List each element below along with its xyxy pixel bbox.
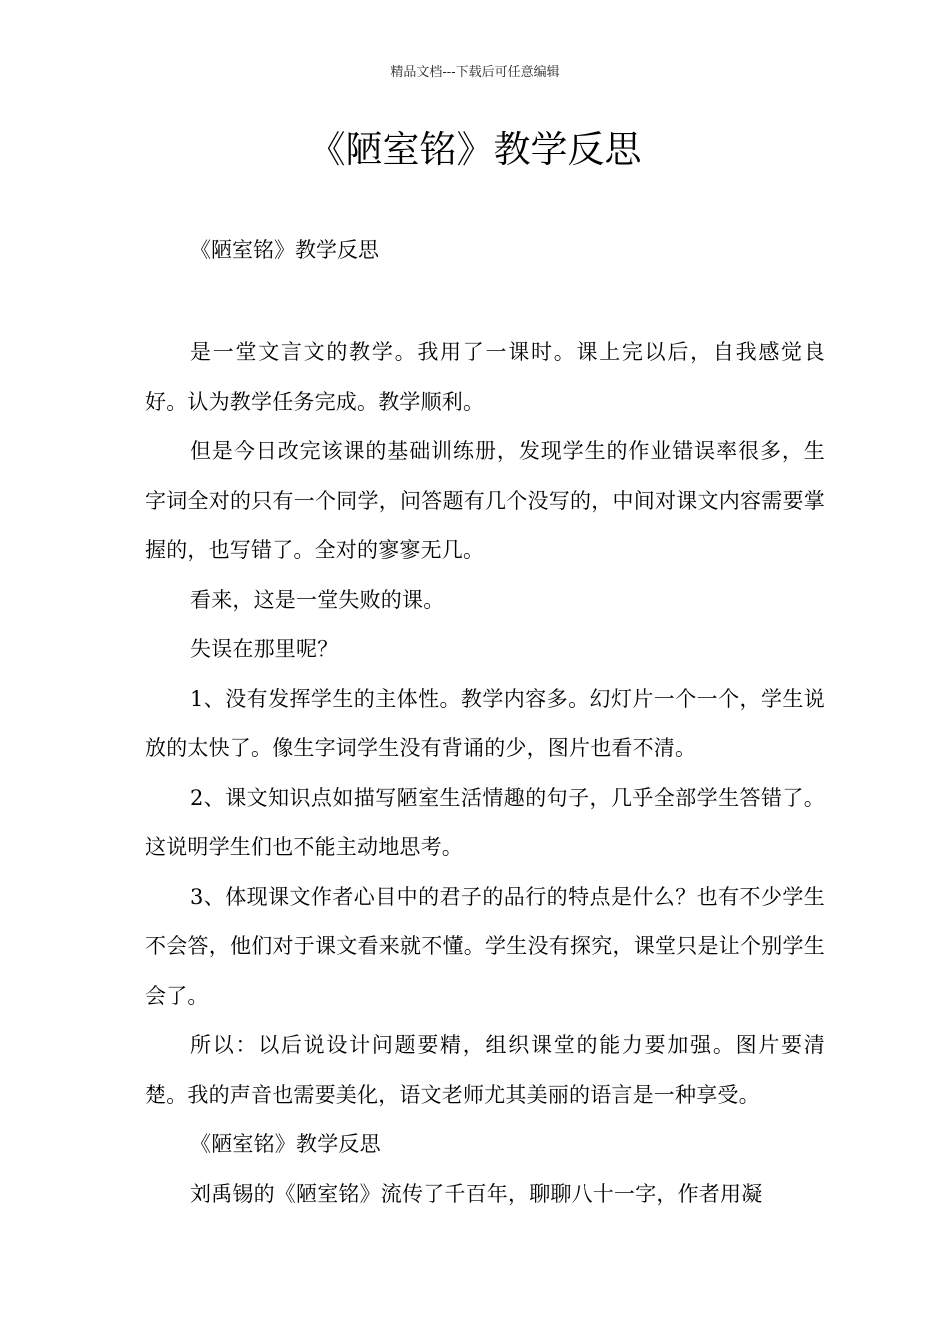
paragraph: 看来，这是一堂失败的课。 xyxy=(190,587,445,612)
paragraph: 失误在那里呢？ xyxy=(190,637,339,661)
paragraph: 是一堂文言文的教学。我用了一课时。课上完以后，自我感觉良好。认为教学任务完成。教学顺利。 xyxy=(145,340,825,414)
paragraph: 2、课文知识点如描写陋室生活情趣的句子，几乎全部学生答错了。这说明学生们也不能主动地思考。 xyxy=(145,785,825,859)
document-title: 《陋室铭》教学反思 xyxy=(308,128,642,171)
paragraph: 但是今日改完该课的基础训练册，发现学生的作业错误率很多，生字词全对的只有一个同学，问答题有几个没写的，中间对课文内容需要掌握的，也写错了。全对的寥寥无几。 xyxy=(145,439,825,562)
paragraph: 刘禹锡的《陋室铭》流传了千百年，聊聊八十一字，作者用凝 xyxy=(190,1181,763,1206)
page-header: 精品文档---下载后可任意编辑 xyxy=(390,65,560,80)
paragraph: 1、没有发挥学生的主体性。教学内容多。幻灯片一个一个，学生说放的太快了。像生字词学生没有背诵的少，图片也看不清。 xyxy=(145,686,825,760)
document-subtitle: 《陋室铭》教学反思 xyxy=(190,238,379,262)
paragraph: 3、体现课文作者心目中的君子的品行的特点是什么？也有不少学生不会答，他们对于课文看来就不懂。学生没有探究，课堂只是让个别学生会了。 xyxy=(145,884,825,1008)
section-heading: 《陋室铭》教学反思 xyxy=(190,1132,381,1156)
paragraph: 所以：以后说设计问题要精，组织课堂的能力要加强。图片要清楚。我的声音也需要美化，语文老师尤其美丽的语言是一种享受。 xyxy=(145,1033,825,1107)
document-body xyxy=(145,328,825,1219)
